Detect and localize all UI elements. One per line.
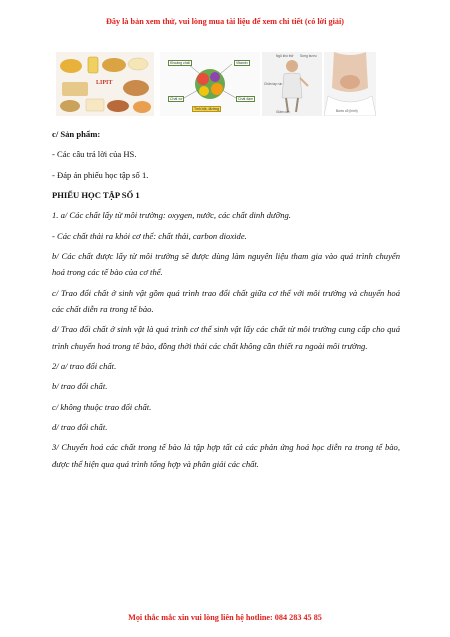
symptom-person-image [262,52,322,116]
nutrient-cycle-diagram [160,52,260,116]
answer-paragraph: c/ Trao đổi chất ở sinh vật gồm quá trình trao đổi chất giữa cơ thể với môi trường và chuyển hoá các chất diễn ra trong tế bào. [52,287,400,314]
figure-row [56,52,376,116]
answer-paragraph: 1. a/ Các chất lấy từ môi trường: oxygen, nước, các chất dinh dưỡng. [52,210,291,221]
person-caption-3: Chân tay run [264,82,283,86]
answer-paragraph: - Các chất thải ra khỏi cơ thể: chất thải, carbon dioxide. [52,230,247,241]
neck-caption: Bướu cổ (hình) [336,109,358,113]
cycle-box-fiber: Chất xơ [170,97,183,101]
product-heading: c/ Sản phẩm: [52,129,101,139]
answer-paragraph: 3/ Chuyển hoá các chất trong tế bào là tập hợp tất cả các phản ứng hoá học diễn ra trong tế bào, được thể hiện qua quá trình tổng hợp và phân giải các chất. [52,442,400,469]
product-item: - Các câu trả lời của HS. [52,149,137,160]
cycle-box-vitamin: Vitamin [236,61,248,65]
cycle-box-starch: Tinh bột, đường [194,107,219,111]
person-caption-2: Sưng bướu [300,54,317,58]
answer-paragraph: b/ Các chất được lấy từ môi trường sẽ được dùng làm nguyên liệu tham gia vào quá trình chuyển hoá trong các tế bào của cơ thể. [52,250,400,278]
product-item: - Đáp án phiếu học tập số 1. [52,169,149,180]
hotline-banner: Mọi thắc mắc xin vui lòng liên hệ hotline: 084 283 45 85 [128,613,322,622]
answer-paragraph: 2/ a/ trao đổi chất. [52,360,117,371]
document-body [52,126,400,472]
lipid-label: LIPIT [96,80,113,86]
person-caption-1: Ngũ khó thở [276,54,294,58]
answer-paragraph: c/ không thuộc trao đổi chất. [52,401,152,412]
answer-paragraph: d/ trao đổi chất. [52,421,108,432]
neck-illustration [324,52,376,116]
goiter-neck-image [324,52,376,116]
cycle-box-protein: Chất đạm [238,97,254,101]
sheet-title: PHIẾU HỌC TẬP SỐ 1 [52,189,140,200]
person-caption-4: Giảm cân [276,110,290,114]
cycle-box-minerals: Khoáng chất [170,61,190,65]
answer-paragraph: b/ trao đổi chất. [52,381,108,392]
answer-paragraph: d/ Trao đổi chất ở sinh vật là quá trình cơ thể sinh vật lấy các chất từ môi trường cung cấp cho quá trình chuyển hoá trong tế bào, đồng thời thải các chất không cần thiết ra ngoài môi trường. [52,324,400,351]
lipid-food-image [56,52,154,116]
preview-banner: Đây là bản xem thử, vui lòng mua tài liệu để xem chi tiết (có lời giải) [105,17,344,26]
